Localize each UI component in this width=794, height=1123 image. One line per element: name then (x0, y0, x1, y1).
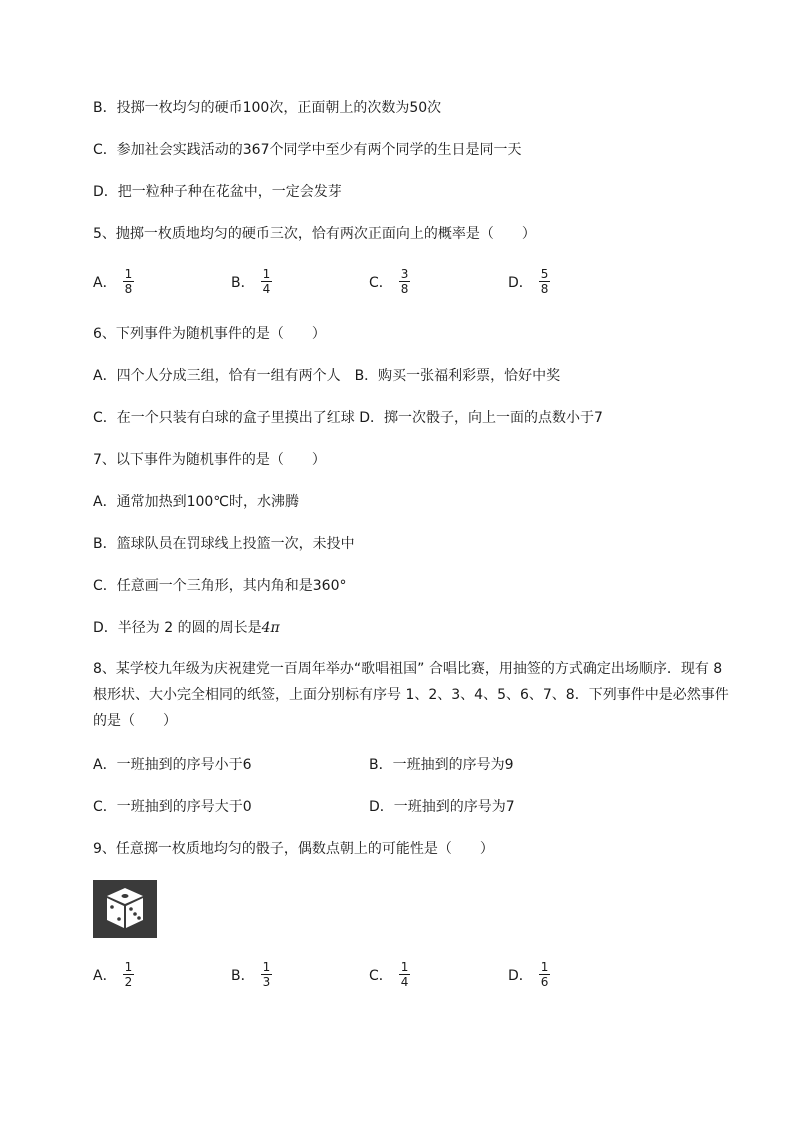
option-label: A． (93, 967, 117, 984)
dice-drawing (93, 880, 157, 938)
dice-icon (93, 880, 157, 938)
question-8: 8、某学校九年级为庆祝建党一百周年举办“歌唱祖国” 合唱比赛，用抽签的方式确定出场顺序．现有 8 根形状、大小完全相同的纸签，上面分别标有序号 1、2、3、4、5、6、7、8．下列事件中是必然事件的是（ ） (93, 661, 729, 729)
denominator: 3 (262, 975, 271, 989)
denominator: 8 (540, 282, 549, 296)
q7-option-c: C．任意画一个三角形，其内角和是360° (93, 578, 347, 594)
option-label: B． (231, 967, 255, 984)
q7-option-d (93, 618, 280, 638)
q5-option-b (231, 267, 272, 296)
numerator: 5 (540, 267, 549, 281)
denominator: 8 (124, 282, 133, 296)
q4-option-d: D．把一粒种子种在花盆中，一定会发芽 (93, 184, 342, 200)
q9-option-a (93, 960, 134, 989)
q9-option-b (231, 960, 272, 989)
fraction (261, 960, 273, 989)
question-6: 6、下列事件为随机事件的是（ ） (93, 326, 326, 342)
denominator: 4 (400, 975, 409, 989)
q5-option-d (508, 267, 550, 296)
numerator: 1 (124, 267, 133, 281)
q8-option-b: B．一班抽到的序号为9 (369, 757, 514, 773)
fraction (399, 267, 411, 296)
fraction (123, 267, 135, 296)
numerator: 1 (540, 960, 549, 974)
q7-option-d-math: 4π (261, 620, 280, 636)
denominator: 8 (400, 282, 409, 296)
denominator: 4 (262, 282, 271, 296)
q9-option-d (508, 960, 550, 989)
q7-option-d-text: D．半径为 2 的圆的周长是 (93, 620, 262, 636)
fraction (539, 960, 551, 989)
q5-option-a (93, 267, 134, 296)
denominator: 6 (540, 975, 549, 989)
option-label: D． (508, 274, 533, 291)
option-label: C． (369, 274, 393, 291)
question-7: 7、以下事件为随机事件的是（ ） (93, 452, 326, 468)
option-label: C． (369, 967, 393, 984)
q4-option-c: C．参加社会实践活动的367个同学中至少有两个同学的生日是同一天 (93, 142, 522, 158)
numerator: 1 (262, 267, 271, 281)
q8-option-d: D．一班抽到的序号为7 (369, 799, 515, 815)
fraction (399, 960, 411, 989)
numerator: 1 (124, 960, 133, 974)
q6-options-ab: A．四个人分成三组，恰有一组有两个人 B．购买一张福利彩票，恰好中奖 (93, 368, 561, 384)
q7-option-b: B．篮球队员在罚球线上投篮一次，未投中 (93, 536, 355, 552)
option-label: B． (231, 274, 255, 291)
numerator: 1 (262, 960, 271, 974)
question-9: 9、任意掷一枚质地均匀的骰子，偶数点朝上的可能性是（ ） (93, 841, 494, 857)
fraction (123, 960, 135, 989)
q8-option-a: A．一班抽到的序号小于6 (93, 757, 252, 773)
q6-options-cd: C．在一个只装有白球的盒子里摸出了红球 D．掷一次骰子，向上一面的点数小于7 (93, 410, 603, 426)
q5-option-c (369, 267, 410, 296)
option-label: D． (508, 967, 533, 984)
q7-option-a: A．通常加热到100℃时，水沸腾 (93, 494, 300, 510)
option-label: A． (93, 274, 117, 291)
numerator: 1 (400, 960, 409, 974)
question-5: 5、抛掷一枚质地均匀的硬币三次，恰有两次正面向上的概率是（ ） (93, 226, 536, 242)
fraction (261, 267, 273, 296)
denominator: 2 (124, 975, 133, 989)
numerator: 3 (400, 267, 409, 281)
q8-option-c: C．一班抽到的序号大于0 (93, 799, 252, 815)
q4-option-b: B．投掷一枚均匀的硬币100次，正面朝上的次数为50次 (93, 100, 442, 116)
q9-option-c (369, 960, 410, 989)
fraction (539, 267, 551, 296)
